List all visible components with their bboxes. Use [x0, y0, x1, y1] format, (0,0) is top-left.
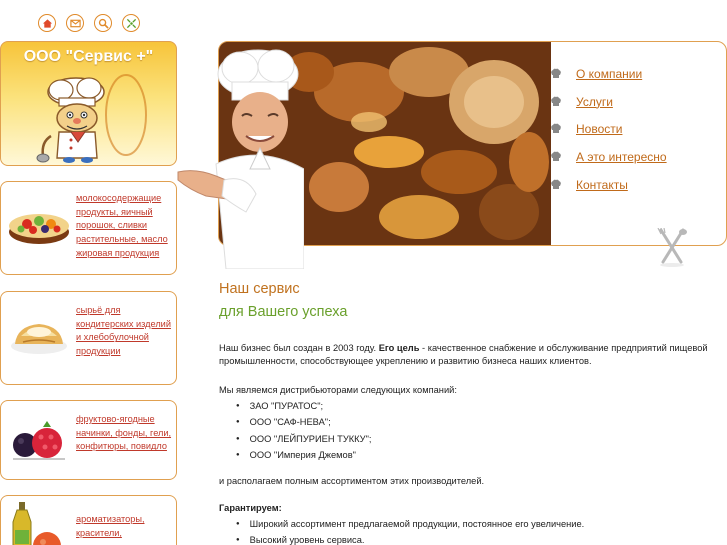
list-item: ● Высокий уровень сервиса.: [236, 532, 584, 545]
home-icon[interactable]: [38, 14, 56, 32]
main-menu: [550, 60, 667, 199]
chef-hat-icon: [550, 151, 562, 163]
product-link-flavourings[interactable]: ароматизаторы, красители,: [76, 514, 145, 538]
product-card-fruit-fillings[interactable]: [0, 400, 177, 480]
guarantees-list: [236, 516, 584, 545]
product-card-confectionery[interactable]: [0, 291, 177, 385]
menu-item-about[interactable]: [550, 60, 667, 88]
menu-item-contacts[interactable]: [550, 171, 667, 199]
chef-hat-icon: [550, 96, 562, 108]
menu-item-interesting[interactable]: [550, 143, 667, 171]
menu-item-label[interactable]: А это интересно: [576, 150, 667, 165]
product-card-dairy[interactable]: [0, 181, 177, 275]
menu-item-label[interactable]: Услуги: [576, 94, 613, 109]
list-item: ● Широкий ассортимент предлагаемой продукции, постоянное его увеличение.: [236, 516, 584, 532]
sitemap-icon[interactable]: [122, 14, 140, 32]
product-link-confectionery[interactable]: сырьё для кондитерских изделий и хлебобулочной продукции: [76, 305, 171, 357]
menu-item-services[interactable]: [550, 88, 667, 116]
oil-bottle-image: [7, 500, 71, 545]
guarantee-title: Гарантируем:: [219, 503, 282, 513]
product-link-dairy[interactable]: молокосодержащие продукты, яичный порошок, сливки растительные, масло жировая продукция: [76, 193, 168, 258]
intro-after: - качественное снабжение и обслуживание предприятий пищевой промышленности, способствующее укреплению и развитию бизнеса наших клиентов.: [219, 343, 708, 367]
menu-item-label[interactable]: Новости: [576, 122, 623, 137]
intro-before: Наш бизнес был создан в 2003 году.: [219, 343, 379, 353]
logo-box[interactable]: [0, 41, 177, 166]
chef-hat-icon: [550, 179, 562, 191]
search-icon[interactable]: [94, 14, 112, 32]
intro-paragraph: [219, 342, 719, 369]
menu-item-label[interactable]: О компании: [576, 66, 643, 81]
distributors-list: [236, 398, 371, 463]
chef-hat-icon: [550, 68, 562, 80]
list-item: ● ООО "Империя Джемов": [236, 447, 371, 463]
pastry-image: [7, 306, 71, 362]
page-title: Наш сервис: [219, 281, 300, 297]
logo-title: ООО "Сервис +": [23, 48, 154, 65]
fork-spoon-icon: [655, 228, 689, 268]
list-item: ● ООО "ЛЕЙПУРИЕН ТУККУ";: [236, 431, 371, 447]
menu-item-label[interactable]: Контакты: [576, 178, 628, 193]
page-subtitle: для Вашего успеха: [219, 304, 348, 320]
intro-bold: Его цель: [378, 343, 420, 353]
distributors-intro: Мы являемся дистрибьюторами следующих компаний:: [219, 385, 457, 395]
chef-mascot-logo: [31, 70, 151, 165]
fruit-cake-image: [7, 196, 71, 252]
chef-pointing-image: [176, 44, 304, 269]
menu-item-news[interactable]: [550, 116, 667, 144]
product-link-fruit-fillings[interactable]: фруктово-ягодные начинки, фонды, гели, конфитюры, повидло: [76, 414, 172, 452]
chef-hat-icon: [550, 123, 562, 135]
list-item: ● ЗАО "ПУРАТОС";: [236, 398, 371, 414]
berries-image: [7, 413, 71, 469]
mail-icon[interactable]: [66, 14, 84, 32]
top-icon-bar: [38, 14, 140, 32]
assortment-text: и располагаем полным ассортиментом этих производителей.: [219, 476, 485, 486]
product-card-flavourings[interactable]: [0, 495, 177, 545]
list-item: ● ООО "САФ-НЕВА";: [236, 414, 371, 430]
